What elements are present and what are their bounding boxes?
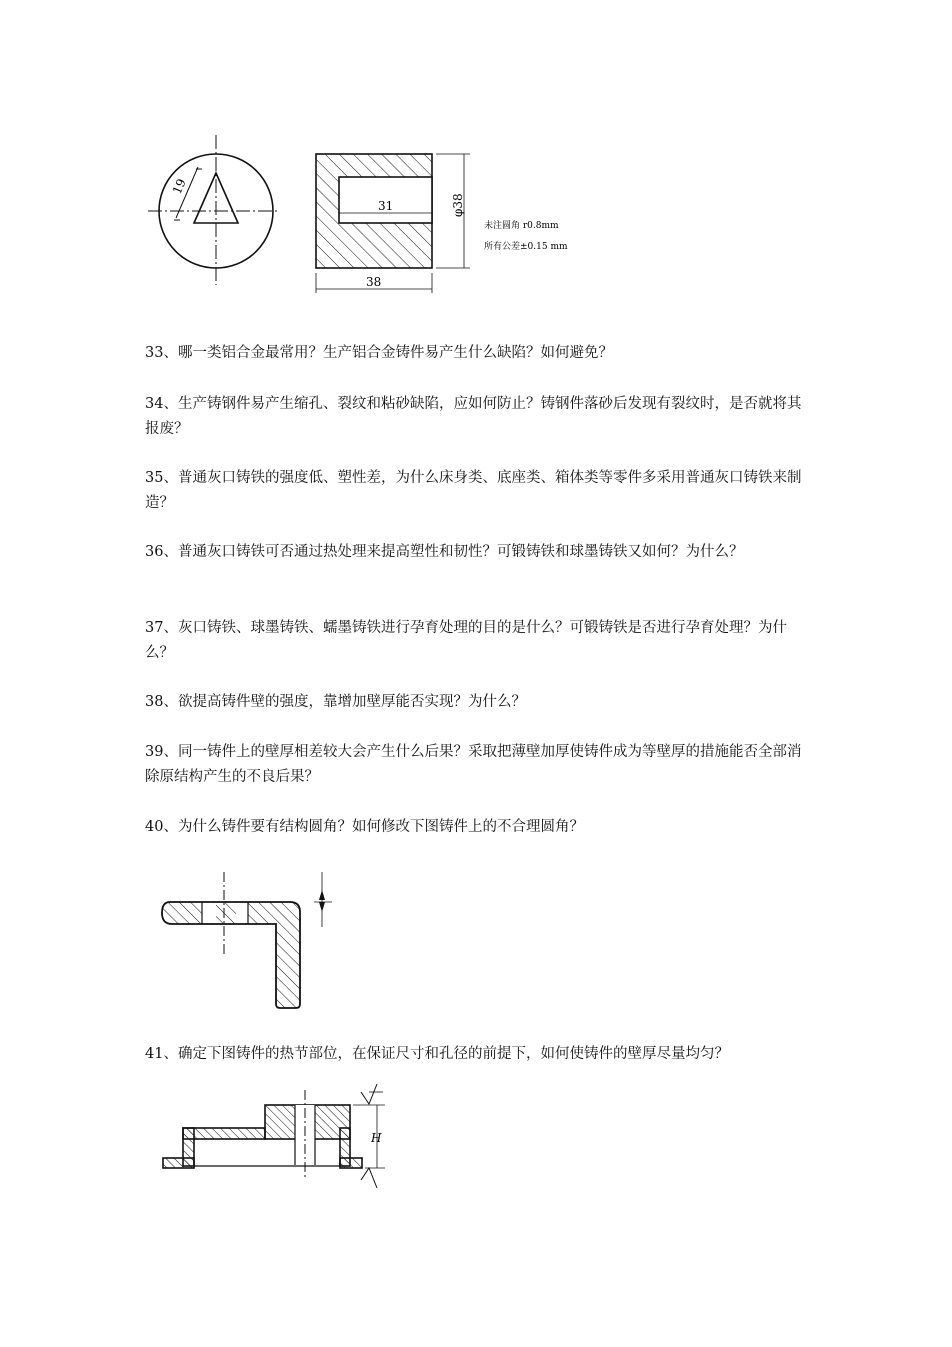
dim-triangle-side: 19 [169, 176, 189, 197]
dim-diameter: φ38 [451, 193, 465, 217]
question-34: 34、生产铸钢件易产生缩孔、裂纹和粘砂缺陷，应如何防止？铸钢件落砂后发现有裂纹时，是否就将其报废？ [145, 396, 802, 437]
question-40: 40、为什么铸件要有结构圆角？如何修改下图铸件上的不合理圆角？ [145, 819, 584, 835]
section-view [316, 154, 470, 293]
circle-view [148, 135, 280, 285]
figure-l-shaped-casting [150, 862, 350, 1022]
question-38: 38、欲提高铸件壁的强度，靠增加壁厚能否实现？为什么？ [145, 694, 526, 710]
question-39: 39、同一铸件上的壁厚相差较大会产生什么后果？采取把薄壁加厚使铸件成为等壁厚的措施能否全部消除原结构产生的不良后果？ [145, 744, 802, 785]
question-35: 35、普通灰口铸铁的强度低、塑性差，为什么床身类、底座类、箱体类等零件多采用普通灰口铸铁来制造？ [145, 470, 802, 511]
question-41: 41、确定下图铸件的热节部位，在保证尺寸和孔径的前提下，如何使铸件的壁厚尽量均匀？ [145, 1046, 729, 1062]
dim-inner-length: 31 [378, 199, 394, 213]
question-36: 36、普通灰口铸铁可否通过热处理来提高塑性和韧性？可锻铸铁和球墨铸铁又如何？为什么？ [145, 544, 744, 560]
figure-casting-section-1 [140, 125, 600, 305]
question-37: 37、灰口铸铁、球墨铸铁、蠕墨铸铁进行孕育处理的目的是什么？可锻铸铁是否进行孕育处理？为什么？ [145, 620, 787, 661]
note-tolerance: 所有公差±0.15 mm [484, 242, 568, 252]
dim-overall-length: 38 [366, 275, 382, 289]
note-fillet: 未注圆角 r0.8mm [484, 221, 559, 231]
question-33: 33、哪一类铝合金最常用？生产铝合金铸件易产生什么缺陷？如何避免？ [145, 345, 613, 361]
dim-height: H [371, 1131, 382, 1145]
figure-flanged-casting [155, 1080, 395, 1205]
